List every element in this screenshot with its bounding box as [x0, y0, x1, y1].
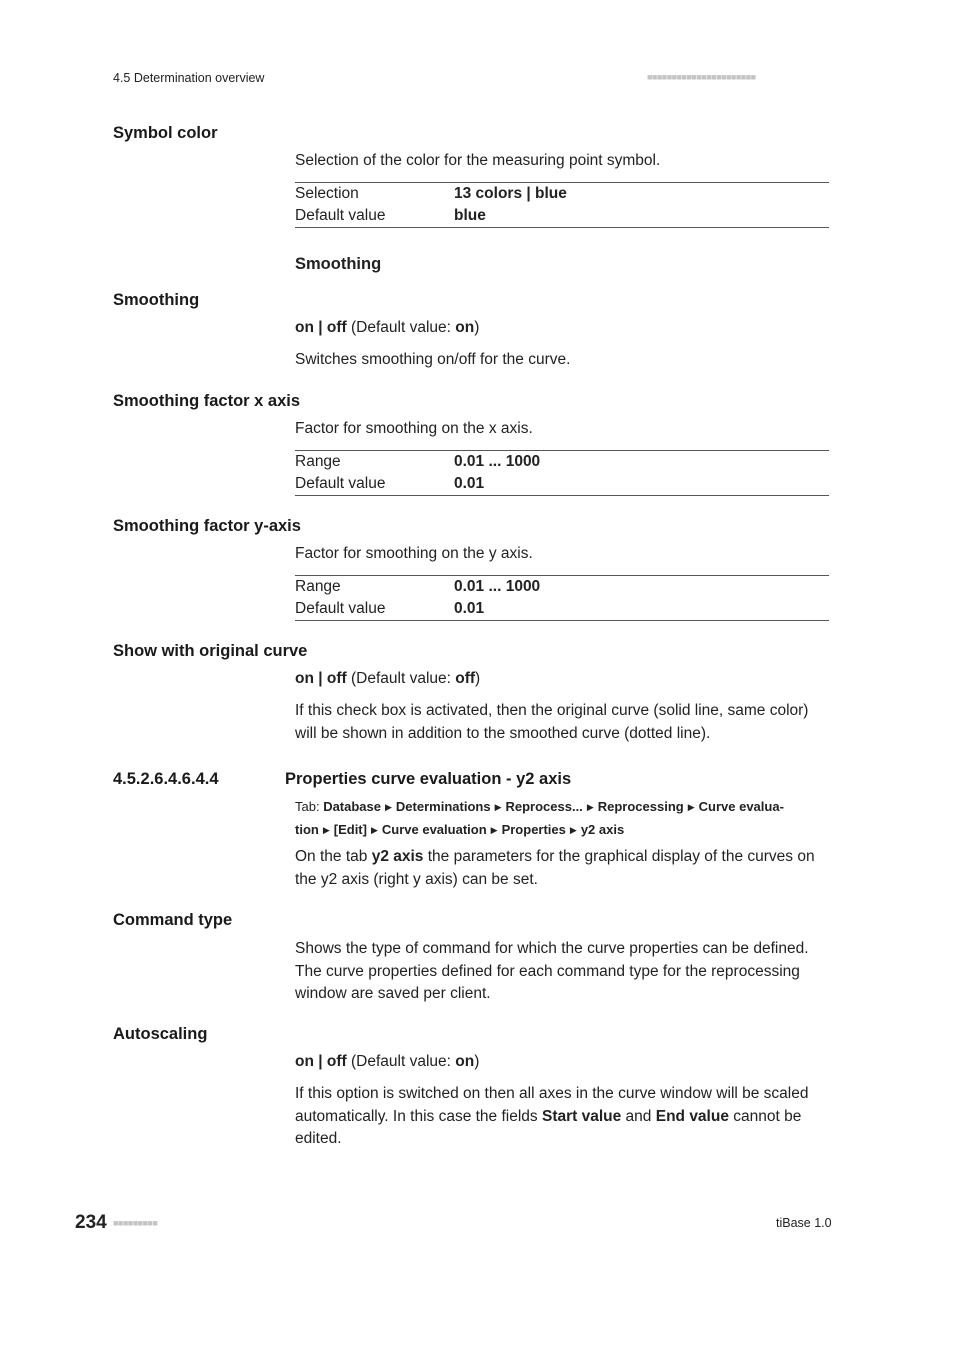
default-prefix: (Default value:	[346, 319, 456, 336]
path-item: Database	[323, 799, 381, 814]
param-heading-smoothing: Smoothing	[113, 291, 200, 309]
path-item: y2 axis	[580, 822, 625, 837]
path-arrow-icon: ▶	[385, 802, 392, 812]
table-row	[295, 598, 829, 620]
param-description: Factor for smoothing on the y axis.	[295, 545, 533, 562]
path-arrow-icon: ▶	[586, 802, 594, 812]
desc-bold: End value	[655, 1107, 729, 1125]
intro-text: the parameters for the graphical display of the curves on the y2 axis (right y axis) can be set.	[295, 848, 815, 888]
param-table	[295, 450, 829, 496]
param-heading-command-type: Command type	[113, 911, 233, 929]
default-value: on	[455, 319, 475, 336]
path-arrow-icon: ▶	[687, 802, 695, 812]
intro-text: On the tab	[295, 848, 372, 865]
desc-bold: Start value	[541, 1107, 622, 1125]
table-value: 0.01 ... 1000	[454, 578, 541, 595]
table-key: Selection	[295, 185, 359, 202]
table-row	[295, 205, 829, 227]
table-key: Range	[295, 453, 341, 470]
options-text: on | off	[295, 670, 347, 687]
table-row	[295, 183, 829, 205]
desc-text: and	[621, 1107, 656, 1125]
path-arrow-icon: ▶	[490, 825, 498, 835]
header-decoration: ■■■■■■■■■■■■■■■■■■■■■■	[647, 72, 756, 82]
options-text: on | off	[295, 319, 347, 336]
param-heading-show-original: Show with original curve	[113, 642, 308, 660]
running-header-section: 4.5 Determination overview	[113, 71, 265, 85]
param-table	[295, 575, 829, 621]
table-value: 0.01	[454, 600, 485, 617]
product-name: tiBase 1.0	[776, 1216, 832, 1230]
path-arrow-icon: ▶	[569, 825, 577, 835]
path-item: Reprocess...	[505, 799, 583, 814]
section-number: 4.5.2.6.4.6.4.4	[113, 770, 219, 788]
footer-decoration: ■■■■■■■■■	[113, 1218, 158, 1228]
default-suffix: )	[474, 1053, 480, 1070]
default-prefix: (Default value:	[346, 670, 456, 687]
default-suffix: )	[474, 319, 480, 336]
param-description: Factor for smoothing on the x axis.	[295, 420, 533, 437]
subsection-heading: Smoothing	[295, 255, 382, 273]
path-item: Curve evaluation	[381, 822, 487, 837]
param-table	[295, 182, 829, 228]
table-row	[295, 576, 829, 598]
param-description: Switches smoothing on/off for the curve.	[295, 351, 571, 368]
default-suffix: )	[475, 670, 481, 687]
path-item: Determinations	[395, 799, 491, 814]
path-item: [Edit]	[333, 822, 367, 837]
param-heading-symbol-color: Symbol color	[113, 124, 218, 142]
path-arrow-icon: ▶	[322, 825, 330, 835]
table-value: blue	[454, 207, 486, 224]
param-heading-autoscaling: Autoscaling	[113, 1025, 208, 1043]
param-options	[295, 317, 831, 340]
path-item: Curve evalua-tion	[295, 799, 784, 837]
options-text: on | off	[295, 1053, 347, 1070]
default-prefix: (Default value:	[346, 1053, 456, 1070]
table-value: 13 colors | blue	[454, 185, 567, 202]
table-key: Default value	[295, 475, 386, 492]
path-arrow-icon: ▶	[494, 802, 502, 812]
table-value: 0.01	[454, 475, 485, 492]
table-key: Range	[295, 578, 341, 595]
param-description: Shows the type of command for which the curve properties can be defined. The curve properties defined for each command type for the reprocessing window are saved per client.	[295, 940, 809, 1002]
table-key: Default value	[295, 207, 386, 224]
default-value: on	[455, 1053, 475, 1070]
tab-path	[295, 796, 825, 842]
default-value: off	[455, 670, 476, 687]
path-item: Reprocessing	[597, 799, 684, 814]
param-options	[295, 668, 831, 691]
table-row	[295, 451, 829, 473]
section-intro	[295, 846, 831, 891]
param-description: If this check box is activated, then the original curve (solid line, same color) will be shown in addition to the smoothed curve (dotted line).	[295, 702, 809, 742]
section-title: Properties curve evaluation - y2 axis	[285, 770, 572, 788]
param-heading-smoothing-y: Smoothing factor y-axis	[113, 517, 301, 535]
param-description	[295, 1083, 831, 1151]
path-arrow-icon: ▶	[370, 825, 378, 835]
page-number: 234	[75, 1212, 107, 1233]
param-description: Selection of the color for the measuring point symbol.	[295, 152, 661, 169]
param-options	[295, 1051, 831, 1074]
desc-text: cannot be edited.	[295, 1107, 802, 1147]
table-row	[295, 473, 829, 495]
tab-label: Tab:	[295, 799, 324, 814]
path-item: Properties	[501, 822, 566, 837]
intro-bold: y2 axis	[371, 848, 424, 865]
desc-text: If this option is switched on then all axes in the curve window will be scaled automatically. In this case the fields	[295, 1085, 809, 1125]
param-heading-smoothing-x: Smoothing factor x axis	[113, 392, 301, 410]
table-value: 0.01 ... 1000	[454, 453, 541, 470]
table-key: Default value	[295, 600, 386, 617]
